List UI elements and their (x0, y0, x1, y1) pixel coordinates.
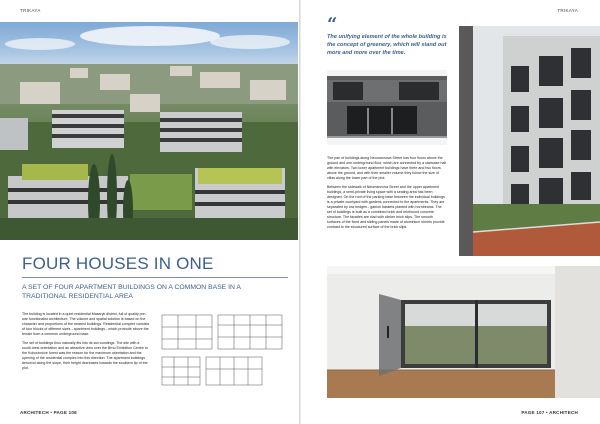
page-gutter (299, 0, 301, 424)
body-paragraph: The set of buildings thus naturally fits into its surroundings. The site with a south-west orientation and an attractive view over the Brno Exhibition Centre to the Kohoutovice forest was the reason for the maximum orientation and the opening of the residential complex into this direction. The apartment buildings descend along the slope, their height decreases towards the southern tip of the plot. (22, 341, 148, 370)
article-subheadline: A SET OF FOUR APARTMENT BUILDINGS ON A COMMON BASE IN A TRADITIONAL RESIDENTIAL AREA (22, 284, 241, 300)
left-body-column (22, 312, 150, 371)
article-headline: FOUR HOUSES IN ONE (22, 254, 214, 273)
footer-right: PAGE 107 • ARCHITECH (521, 410, 578, 415)
facade-photo (327, 70, 447, 145)
body-paragraph: Between the sidewalk of Neumannova Street and the upper apartment buildings, a semi-private living space with a seating area has been designed. On the roof of the parking base between the individual buildings is a private courtyard with gardens connected to the apartments. They are separated by low hedges - gabion baskets planted with hornbeams. The set of buildings is built as a combined brick and reinforced concrete structure. The facades are clad with clinker brick slips. The smooth surfaces of the fixed and sliding panels made of aluminium sheets provide contrast to the structured surface of the brick slips. (327, 185, 445, 229)
headline-rule (22, 277, 288, 278)
building-photo (459, 26, 600, 256)
section-tag-left: TRIKAYA (20, 8, 41, 13)
body-paragraph: The building is located in a quiet residential Masaryk district, full of quality pre-war functionalist architecture. The volume and spatial solution is based on the character and proportions of the nearest buildings. Residential complex consists of four blocks of different sizes - apartment buildings - which protrude above the terrain from a common underground base. (22, 312, 150, 336)
section-tag-right: TRIKAYA (557, 8, 578, 13)
body-paragraph: The pair of buildings along Neumannova Street has four floors above the ground and one underground floor, which are connected by a staircase hall with elevators. Two lower apartment buildings have three and two floors above the ground, and with their smaller volume they follow the size of villas along the lower part of the plot. (327, 156, 447, 180)
floor-plan-drawings (160, 313, 284, 393)
aerial-photo (0, 22, 298, 240)
right-body-column (327, 156, 447, 230)
pull-quote: The unifying element of the whole building is the concept of greenery, which will stand out more and more over the time. (327, 34, 447, 56)
footer-left: ARCHITECH • PAGE 106 (20, 410, 77, 415)
interior-photo (327, 266, 600, 398)
quote-mark-icon: “ (327, 14, 338, 35)
